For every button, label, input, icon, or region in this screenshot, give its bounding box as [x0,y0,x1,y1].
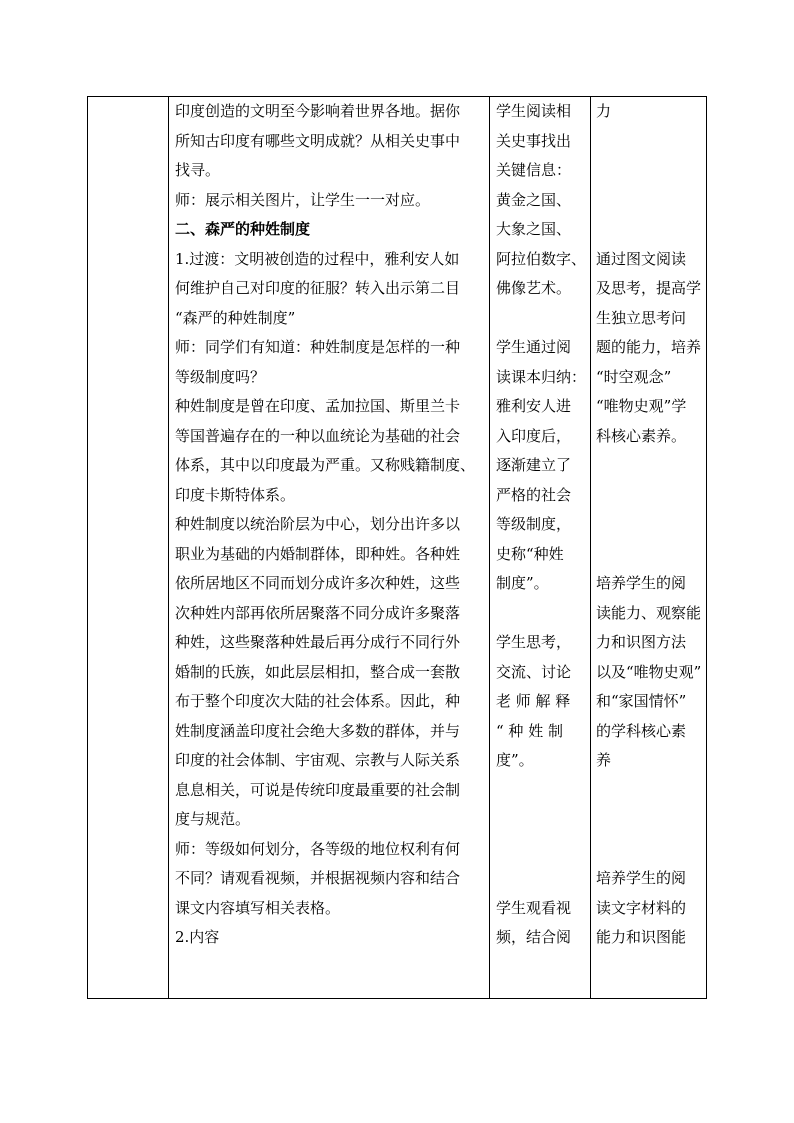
student-activity-line: 度”。 [496,751,534,769]
design-intent-line: 力 [596,102,612,120]
teacher-activity-line: 息息相关，可说是传统印度最重要的社会制 [175,780,461,799]
teacher-activity-line: 依所居地区不同而划分成许多次种姓，这些 [175,574,461,592]
student-activity-line: 学生通过阅 [496,338,572,356]
design-intent-line: 读文字材料的 [596,898,687,917]
teacher-activity-line: 印度创造的文明至今影响着世界各地。据你 [175,102,461,120]
student-activity-line: 制度”。 [496,574,549,592]
teacher-activity-line: 职业为基础的内婚制群体，即种姓。各种姓 [175,544,461,563]
student-activity-line: 交流、讨论 [496,662,572,681]
design-intent-line [596,127,709,157]
teacher-activity-line: 师：同学们有知道：种姓制度是怎样的一种 [175,338,461,356]
teacher-activity-line: 印度卡斯特体系。 [175,485,296,504]
student-activity-line: 学生思考， [496,633,572,651]
student-activity-line: 雅利安人进 [496,397,572,415]
teacher-activity-line: 1.过渡：文明被创造的过程中，雅利安人如 [175,249,460,268]
design-intent-cell [593,97,709,998]
teacher-activity-line: 种姓，这些聚落种姓最后再分成行不同行外 [175,633,461,651]
design-intent-line: 题的能力，培养 [596,338,702,356]
teacher-activity-line: 度与规范。 [175,810,251,828]
student-activity-line: 严格的社会 [496,485,572,504]
design-intent-text [596,97,709,953]
student-activity-line: 史称“种姓 [496,544,564,563]
design-intent-line [596,215,709,245]
teacher-activity-line: 所知古印度有哪些文明成就？从相关史事中 [175,131,461,150]
design-intent-line [596,186,709,216]
design-intent-line [596,481,709,511]
student-activity-line: 老 师 解 释 [496,692,571,710]
teacher-activity-cell [174,97,492,998]
teacher-activity-text [175,97,492,953]
student-activity-line: 大象之国、 [496,220,572,238]
teacher-activity-line: 找寻。 [175,161,221,179]
design-intent-line: 生独立思考问 [596,308,687,327]
design-intent-line [596,451,709,481]
design-intent-line: 和“家国情怀” [596,692,687,710]
student-activity-line: “ 种 姓 制 [496,721,563,740]
student-activity-line: 关史事找出 [496,131,572,150]
student-activity-line: 学生观看视 [496,898,572,917]
design-intent-line: 培养学生的阅 [596,869,687,887]
design-intent-line: 以及“唯物史观” [596,662,702,681]
student-activity-line [496,805,592,835]
teacher-activity-line: 等国普遍存在的一种以血统论为基础的社会 [175,426,461,445]
lesson-plan-table [87,96,707,999]
student-activity-text [496,97,592,953]
teacher-activity-line: 婚制的氏族，如此层层相扣，整合成一套散 [175,662,461,681]
teacher-activity-line: 等级制度吗？ [175,367,266,386]
teacher-activity-line: 体系，其中以印度最为严重。又称贱籍制度、 [175,456,476,474]
student-activity-line [496,864,592,894]
student-activity-line [496,304,592,334]
student-activity-line: 学生阅读相 [496,102,572,120]
student-activity-line [496,599,592,629]
design-intent-line [596,156,709,186]
stage-cell [88,97,168,998]
student-activity-line: 佛像艺术。 [496,279,572,297]
student-activity-line: 逐渐建立了 [496,456,572,474]
design-intent-line: 培养学生的阅 [596,574,687,592]
teacher-activity-line: 师：等级如何划分，各等级的地位权利有何 [175,839,461,858]
design-intent-line: 能力和识图能 [596,928,687,946]
student-activity-line [496,776,592,806]
teacher-activity-line: 2.内容 [175,928,220,946]
design-intent-line [596,510,709,540]
design-intent-line: 通过图文阅读 [596,249,687,268]
design-intent-line: “时空观念” [596,367,672,386]
student-activity-line: 等级制度， [496,515,572,533]
student-activity-line: 黄金之国、 [496,190,572,209]
design-intent-line: 力和识图方法 [596,633,687,651]
student-activity-line: 关键信息： [496,161,572,179]
design-intent-line: 及思考，提高学 [596,279,702,297]
teacher-activity-line: 次种姓内部再依所居聚落不同分成许多聚落 [175,603,461,622]
teacher-activity-line: 何维护自己对印度的征服？转入出示第二目 [175,279,461,297]
teacher-activity-line: 印度的社会体制、宇宙观、宗教与人际关系 [175,751,461,769]
design-intent-line [596,776,709,806]
teacher-activity-line: “森严的种姓制度” [175,308,296,327]
teacher-activity-line: 姓制度涵盖印度社会绝大多数的群体，并与 [175,721,461,740]
design-intent-line: 科核心素养。 [596,426,687,445]
teacher-activity-line: 种姓制度是曾在印度、孟加拉国、斯里兰卡 [175,397,461,415]
column-divider [168,97,169,998]
student-activity-line [496,835,592,865]
teacher-activity-line: 课文内容填写相关表格。 [175,898,341,917]
design-intent-line [596,835,709,865]
teacher-activity-line: 种姓制度以统治阶层为中心，划分出许多以 [175,515,461,533]
student-activity-line: 频，结合阅 [496,928,572,946]
design-intent-line: “唯物史观”学 [596,397,687,415]
design-intent-line [596,540,709,570]
teacher-activity-line: 师：展示相关图片，让学生一一对应。 [175,190,431,209]
student-activity-line: 入印度后， [496,426,572,445]
student-activity-line: 阿拉伯数字、 [496,249,587,268]
design-intent-line: 读能力、观察能 [596,603,702,622]
student-activity-line: 读课本归纳： [496,367,587,386]
teacher-activity-line: 二、森严的种姓制度 [175,220,311,238]
design-intent-line: 养 [596,751,612,769]
design-intent-line [596,805,709,835]
student-activity-cell [493,97,592,998]
design-intent-line: 的学科核心素 [596,721,687,740]
teacher-activity-line: 不同？请观看视频，并根据视频内容和结合 [175,869,461,887]
teacher-activity-line: 布于整个印度次大陆的社会体系。因此，种 [175,692,461,710]
